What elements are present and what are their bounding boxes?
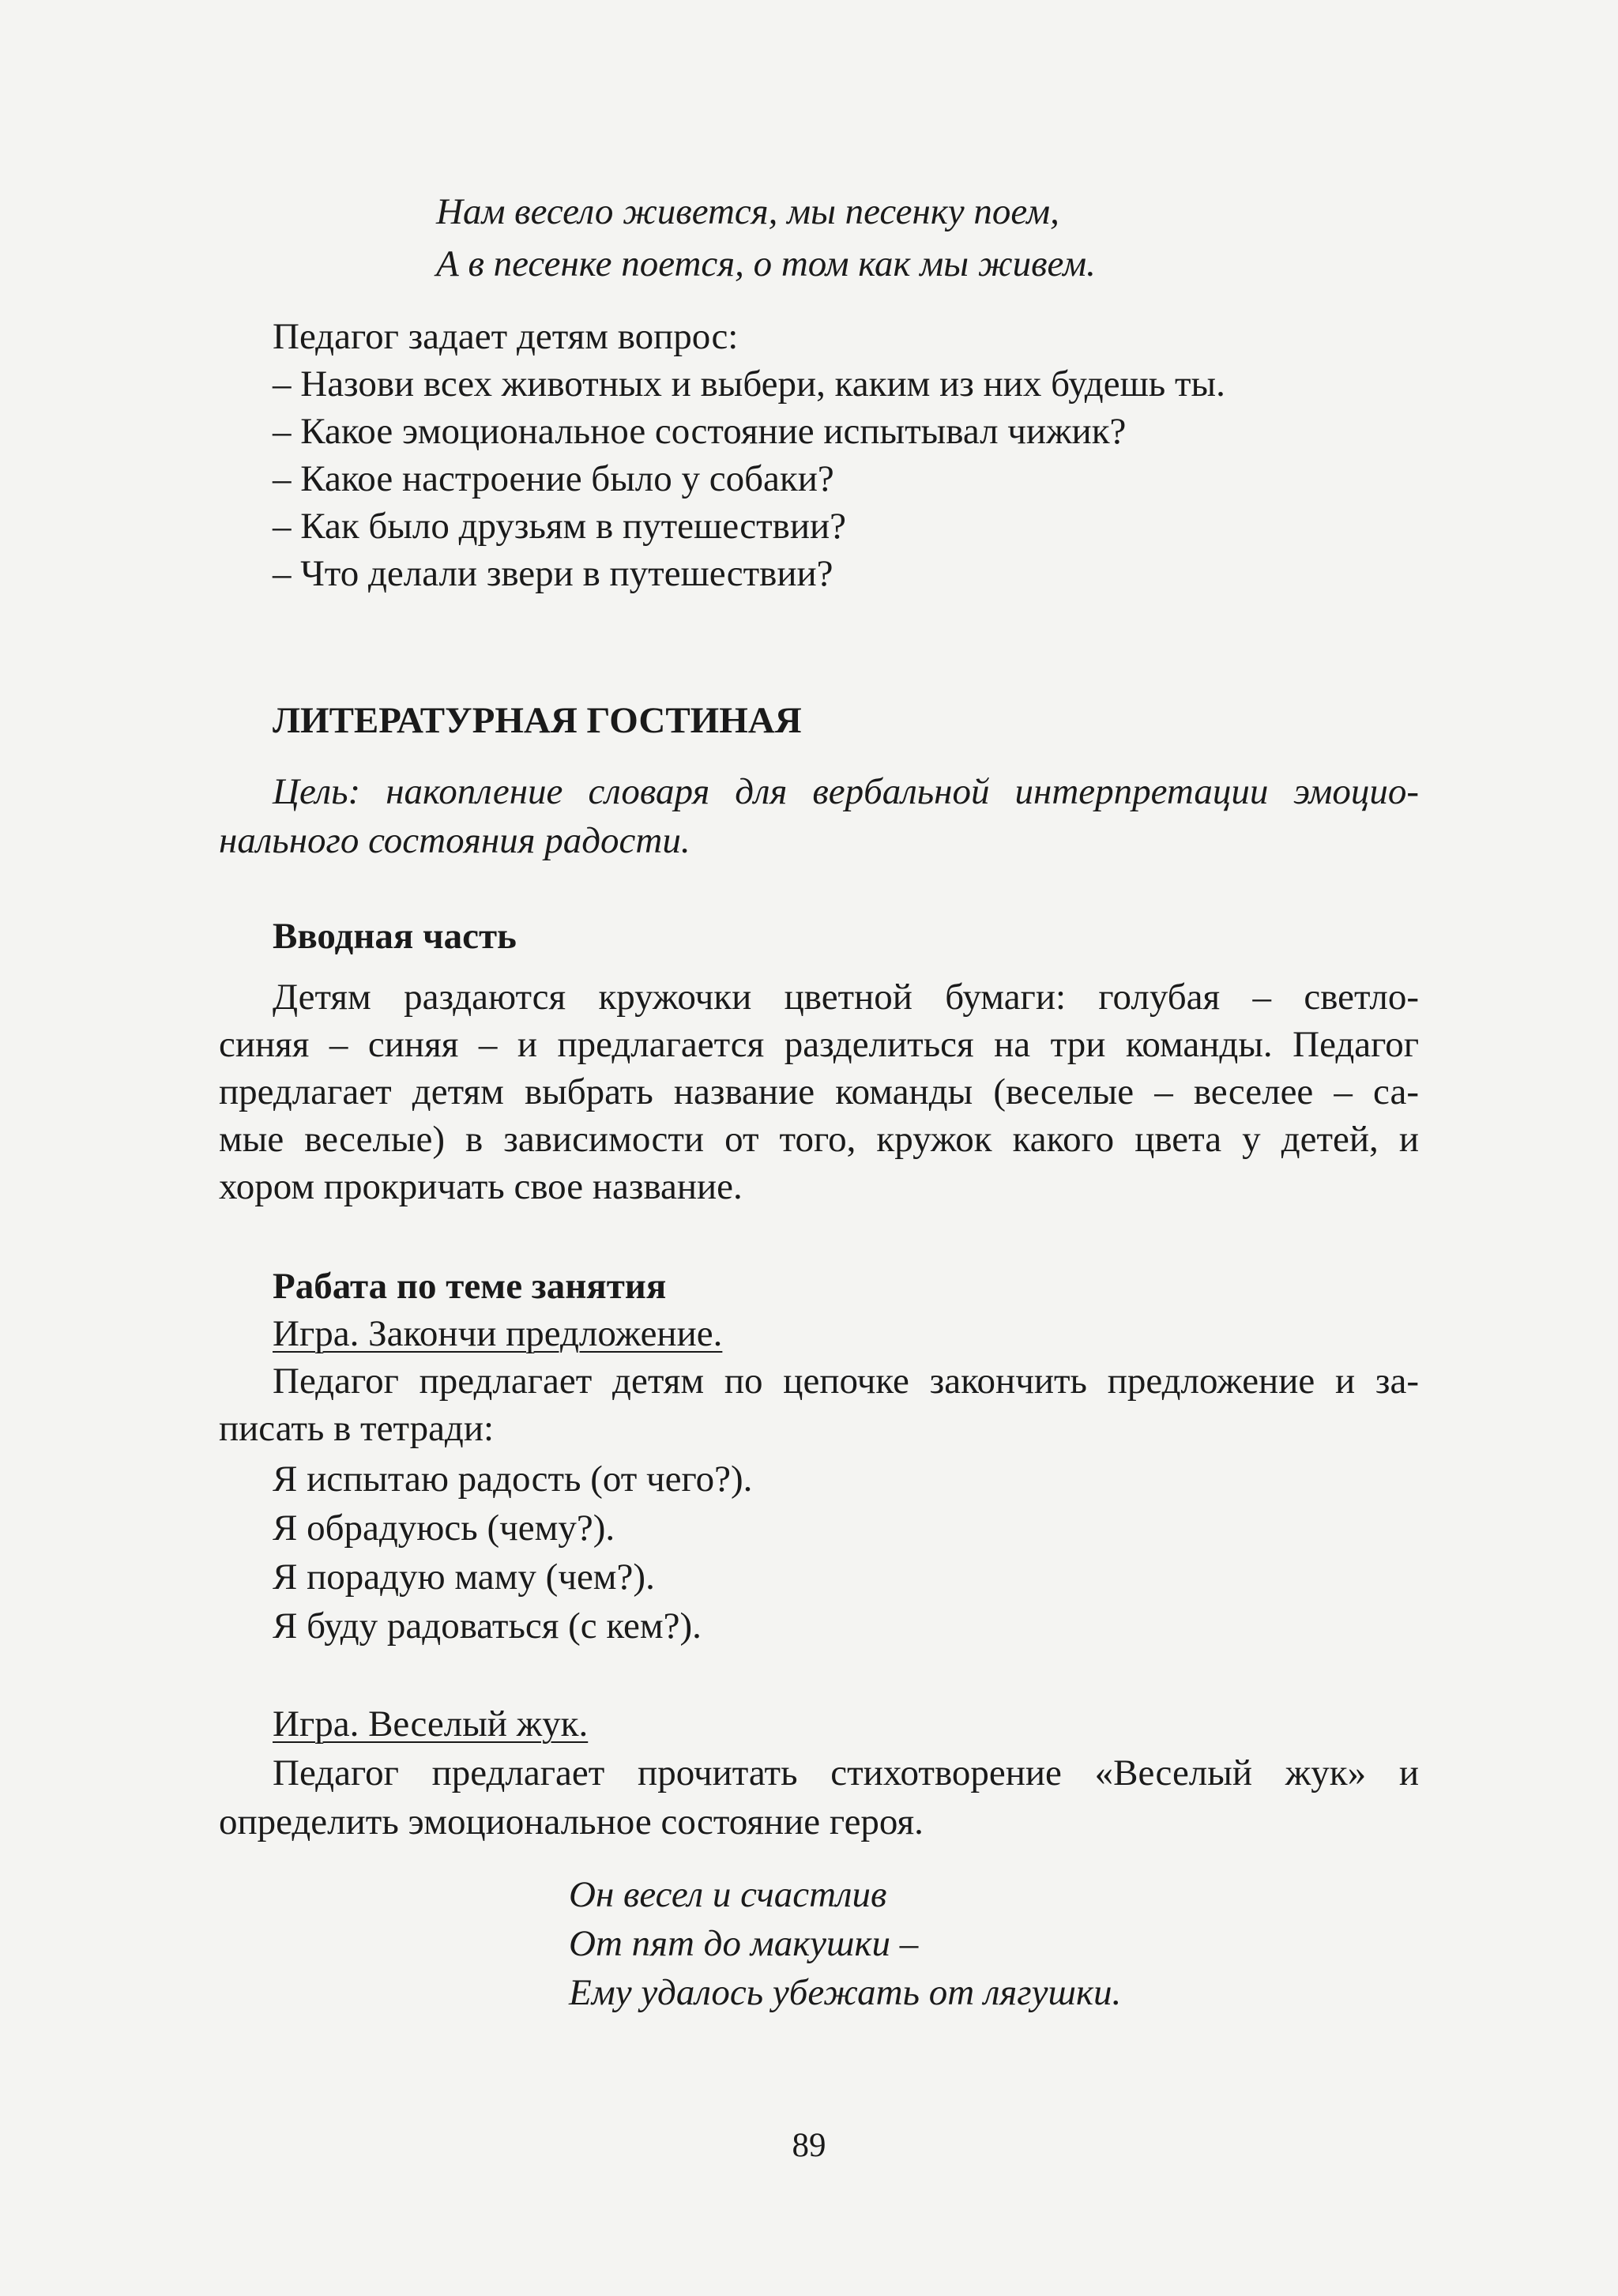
sentence-item: Я испытаю радость (от чего?). (273, 1459, 753, 1500)
paragraph-line: писать в тетради: (219, 1408, 495, 1449)
work-heading: Рабата по теме занятия (273, 1266, 667, 1307)
poem-line: Ему удалось убежать от лягушки. (569, 1972, 1122, 2013)
paragraph-line: предлагает детям выбрать название команды (веселые – веселее – са- (219, 1071, 1419, 1112)
paragraph-line: определить эмоциональное состояние героя. (219, 1801, 924, 1842)
sentence-item: Я буду радоваться (с кем?). (273, 1605, 702, 1647)
question-item: – Как было друзьям в путешествии? (273, 506, 846, 547)
poem-line: Он весел и счастлив (569, 1874, 887, 1915)
poem-line: От пят до макушки – (569, 1923, 919, 1964)
sentence-item: Я обрадуюсь (чему?). (273, 1507, 615, 1549)
goal-line: Цель: накопление словаря для вербальной интерпретации эмоцио- (273, 771, 1419, 812)
question-item: – Что делали звери в путешествии? (273, 553, 833, 594)
section-title: ЛИТЕРАТУРНАЯ ГОСТИНАЯ (273, 700, 802, 741)
question-item: – Какое настроение было у собаки? (273, 458, 834, 499)
poem-line: Нам весело живется, мы песенку поем, (436, 191, 1059, 232)
question-item: – Какое эмоциональное состояние испытывал чижик? (273, 411, 1127, 452)
question-item: – Назови всех животных и выбери, каким из них будешь ты. (273, 363, 1225, 405)
game-title: Игра. Веселый жук. (273, 1703, 589, 1745)
paragraph-line: хором прокричать свое название. (219, 1166, 743, 1207)
goal-line: нального состояния радости. (219, 820, 690, 861)
paragraph-line: Педагог предлагает детям по цепочке закончить предложение и за- (273, 1361, 1419, 1402)
paragraph-line: Детям раздаются кружочки цветной бумаги: голубая – светло- (273, 977, 1419, 1018)
intro-heading: Вводная часть (273, 916, 517, 957)
paragraph-line: мые веселые) в зависимости от того, кружок какого цвета у детей, и (219, 1119, 1419, 1160)
game-title: Игра. Закончи предложение. (273, 1313, 723, 1354)
sentence-item: Я порадую маму (чем?). (273, 1556, 655, 1598)
paragraph-line: синяя – синяя – и предлагается разделиться на три команды. Педагог (219, 1024, 1419, 1065)
page-number: 89 (792, 2127, 826, 2164)
poem-line: А в песенке поется, о том как мы живем. (436, 243, 1096, 284)
paragraph-line: Педагог предлагает прочитать стихотворение «Веселый жук» и (273, 1752, 1419, 1794)
questions-intro: Педагог задает детям вопрос: (273, 316, 739, 357)
